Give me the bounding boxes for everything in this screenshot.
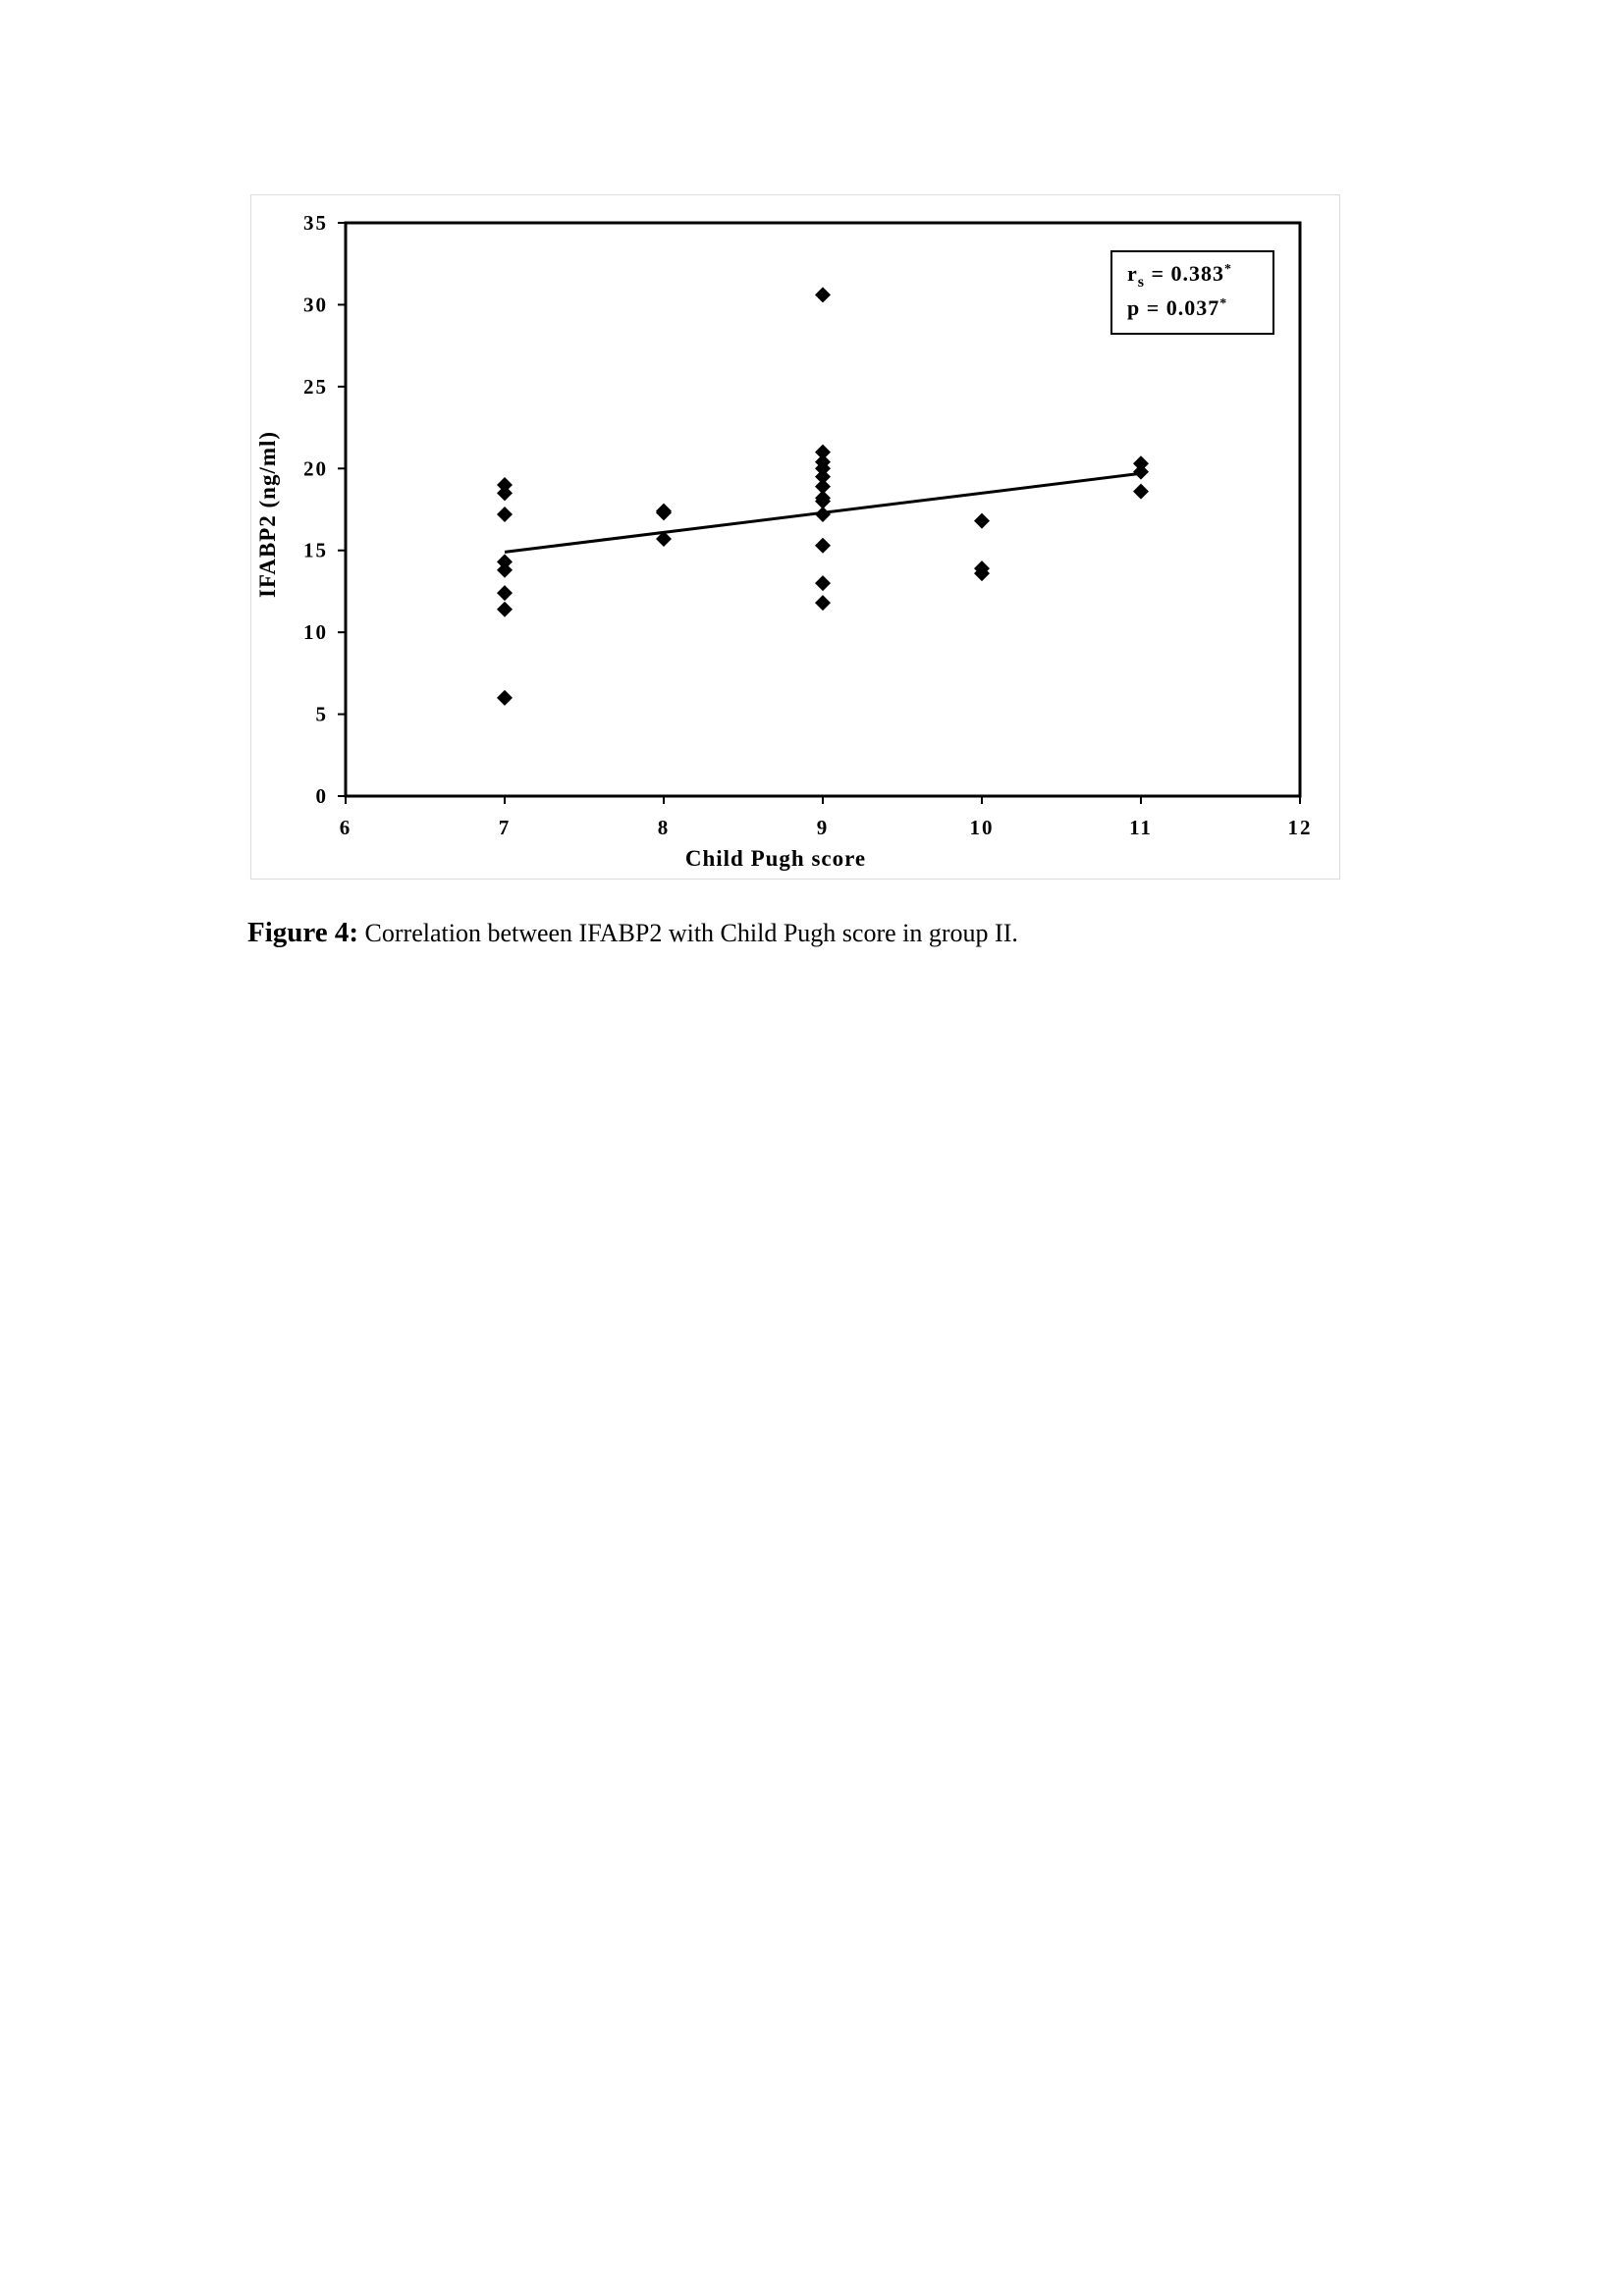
data-point xyxy=(656,505,672,520)
stats-annotation xyxy=(1111,251,1273,334)
y-tick-label: 0 xyxy=(315,784,328,808)
data-point xyxy=(815,287,831,302)
figure-caption xyxy=(247,917,1018,949)
figure-description: Correlation between IFABP2 with Child Pugh score in group II. xyxy=(358,919,1018,947)
data-point xyxy=(815,575,831,591)
r-significance-mark: * xyxy=(1224,262,1233,277)
r-value: = 0.383 xyxy=(1145,261,1225,286)
r-symbol: r xyxy=(1127,261,1138,286)
x-tick-label: 7 xyxy=(498,816,512,839)
y-tick-label: 15 xyxy=(303,538,328,562)
data-point xyxy=(497,690,513,706)
data-point xyxy=(497,562,513,578)
x-tick-label: 8 xyxy=(657,816,671,839)
x-tick-label: 10 xyxy=(969,816,995,839)
data-point xyxy=(974,513,990,529)
y-tick-label: 25 xyxy=(303,374,328,399)
x-tick-label: 6 xyxy=(339,816,352,839)
y-axis-title: IFABP2 (ng/ml) xyxy=(255,430,280,599)
p-stat xyxy=(1127,295,1227,320)
data-point xyxy=(497,507,513,522)
x-tick-label: 12 xyxy=(1287,816,1313,839)
data-point xyxy=(1133,484,1149,500)
y-tick-label: 30 xyxy=(303,293,328,317)
data-point xyxy=(497,585,513,601)
data-points xyxy=(497,287,1149,705)
data-point xyxy=(497,602,513,617)
data-point xyxy=(815,538,831,554)
p-value: p = 0.037 xyxy=(1127,295,1220,320)
y-tick-label: 10 xyxy=(303,620,328,645)
data-point xyxy=(815,595,831,611)
figure-label: Figure 4: xyxy=(247,917,359,948)
y-tick-label: 35 xyxy=(303,211,328,235)
data-point xyxy=(815,507,831,522)
data-point xyxy=(497,485,513,501)
p-significance-mark: * xyxy=(1219,296,1228,311)
y-tick-label: 5 xyxy=(315,702,328,726)
y-tick-label: 20 xyxy=(303,456,328,481)
x-tick-label: 9 xyxy=(816,816,830,839)
r-subscript: s xyxy=(1137,274,1145,291)
x-axis-title: Child Pugh score xyxy=(684,846,867,871)
x-tick-label: 11 xyxy=(1129,816,1153,839)
data-point xyxy=(1133,464,1149,480)
